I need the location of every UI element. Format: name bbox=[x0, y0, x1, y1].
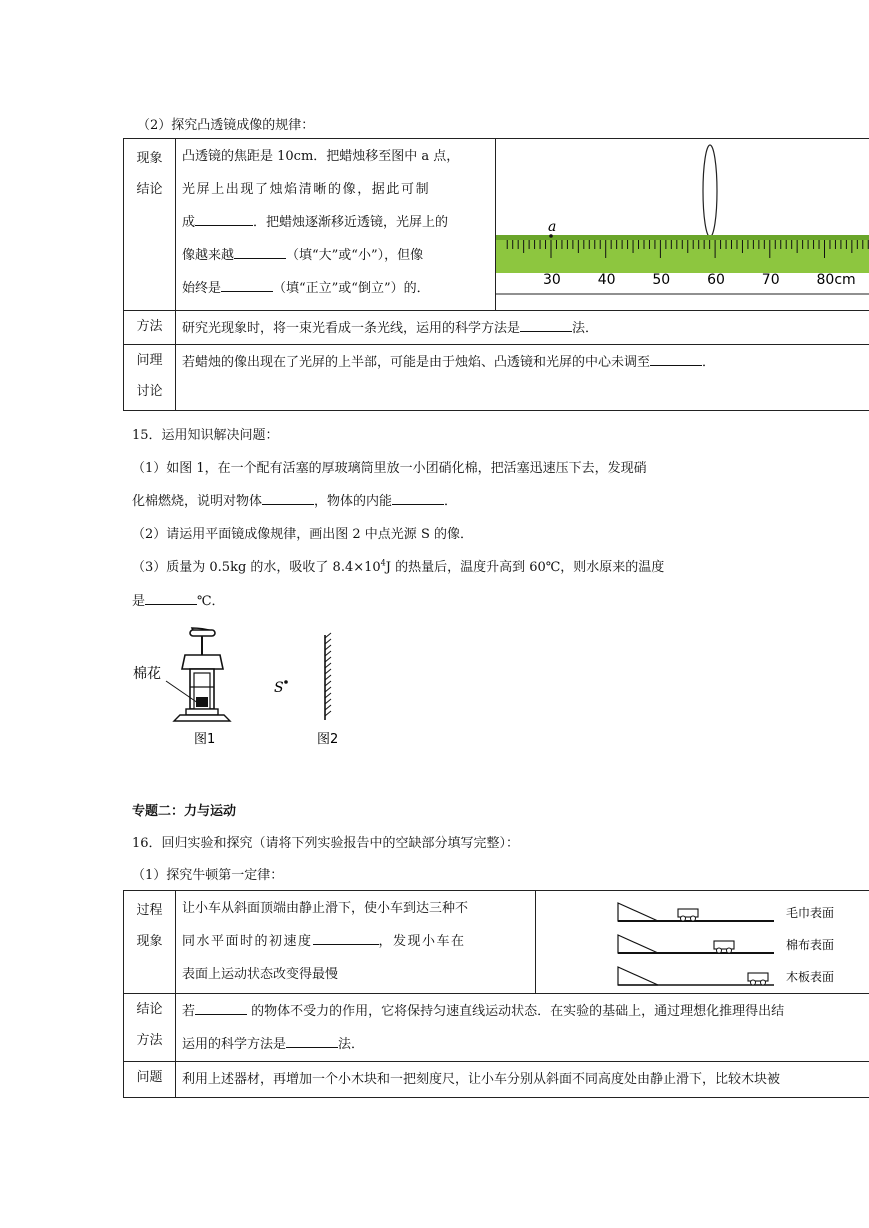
q16-title: 16．回归实验和探究（请将下列实验报告中的空缺部分填写完整）： bbox=[132, 836, 520, 851]
row-label-question: 问题 bbox=[124, 1062, 176, 1098]
cart-wheel-icon bbox=[751, 980, 756, 985]
plane-mirror-figure bbox=[265, 630, 355, 750]
row-label-conclusion: 结论 方法 bbox=[124, 994, 176, 1062]
cart-wheel-icon bbox=[691, 916, 696, 921]
cart-wheel-icon bbox=[717, 948, 722, 953]
lens-ruler-figure bbox=[496, 139, 869, 311]
method-cell: 研究光现象时，将一束光看成一条光线，运用的科学方法是 法． bbox=[176, 311, 869, 345]
q15-title: 15．运用知识解决问题： bbox=[132, 428, 279, 443]
surface-row bbox=[618, 903, 834, 921]
cotton-icon bbox=[196, 697, 208, 707]
mirror-hatch-line bbox=[325, 675, 331, 680]
mirror-hatch-line bbox=[325, 651, 331, 656]
cart-icon bbox=[678, 909, 698, 917]
ruler-tick-label: 60 bbox=[707, 272, 725, 288]
incline-icon bbox=[618, 935, 658, 953]
mirror-hatch-line bbox=[325, 639, 331, 644]
mirror-hatch-line bbox=[325, 645, 331, 650]
mirror-hatch-line bbox=[325, 705, 331, 710]
plunger-handle bbox=[190, 630, 215, 636]
answer-blank[interactable] bbox=[286, 1035, 338, 1048]
mirror-hatch-line bbox=[325, 663, 331, 668]
point-a-label: a bbox=[548, 219, 557, 235]
q15-p3-line1: （3）质量为 0.5kg 的水，吸收了 $8.4\times 10^4J$ 的热量后，温度升高到 60℃，则水原来的温度 bbox=[132, 558, 665, 575]
phenomenon-line-1: 凸透镜的焦距是 10cm．把蜡烛移至图中 a 点， bbox=[182, 149, 460, 164]
phenomenon-line-2: 光屏上出现了烛焰清晰的像，据此可制 bbox=[182, 182, 431, 197]
ruler-tick-label: 30 bbox=[543, 272, 561, 288]
ruler-labels bbox=[543, 272, 856, 288]
q15-p1-line1: （1）如图 1，在一个配有活塞的厚玻璃筒里放一小团硝化棉，把活塞迅速压下去，发现硝 bbox=[132, 461, 647, 476]
answer-blank[interactable] bbox=[195, 1002, 247, 1015]
discussion-cell: 若蜡烛的像出现在了光屏的上半部，可能是由于烛焰、凸透镜和光屏的中心未调至 ． bbox=[176, 345, 869, 411]
fig2-caption: 图2 bbox=[317, 732, 339, 747]
mirror-hatch-line bbox=[325, 669, 331, 674]
point-source-marker bbox=[284, 680, 288, 684]
q16-part1: （1）探究牛顿第一定律： bbox=[132, 868, 284, 883]
surface-label: 木板表面 bbox=[786, 970, 835, 984]
lens-report-table bbox=[123, 138, 869, 411]
ruler-tick-label: 40 bbox=[597, 272, 616, 288]
row-label-discussion: 问理 讨论 bbox=[124, 345, 176, 411]
surface-row bbox=[618, 967, 834, 985]
answer-blank[interactable] bbox=[313, 932, 379, 945]
row-label-method: 方法 bbox=[124, 311, 176, 345]
fig1-caption: 图1 bbox=[194, 732, 216, 747]
mirror-hatch-line bbox=[325, 699, 331, 704]
conclusion-cell: 若 的物体不受力的作用，它将保持匀速直线运动状态．在实验的基础上，通过理想化推理得出结 运用的科学方法是 法． bbox=[176, 994, 869, 1062]
question-cell: 利用上述器材，再增加一个小木块和一把刻度尺，让小车分别从斜面不同高度处由静止滑下，比较木块被 bbox=[176, 1062, 869, 1098]
process-text-cell: 让小车从斜面顶端由静止滑下，使小车到达三种不 同水平面时的初速度 ，发现小车在 表面上运动状态改变得最慢 bbox=[176, 891, 536, 994]
incline-icon bbox=[618, 967, 658, 985]
surface-row bbox=[618, 935, 834, 953]
answer-blank[interactable] bbox=[195, 213, 253, 226]
surfaces-figure-cell bbox=[536, 891, 869, 994]
answer-blank[interactable] bbox=[221, 279, 273, 292]
mirror-hatch-line bbox=[325, 711, 331, 716]
answer-blank[interactable] bbox=[234, 246, 286, 259]
phenomenon-text-cell bbox=[176, 139, 496, 311]
answer-blank[interactable] bbox=[145, 592, 197, 605]
convex-lens-icon bbox=[703, 145, 717, 237]
fire-syringe-figure bbox=[130, 625, 240, 750]
surface-label: 棉布表面 bbox=[786, 938, 835, 952]
cart-wheel-icon bbox=[761, 980, 766, 985]
answer-blank[interactable] bbox=[650, 353, 702, 366]
cart-wheel-icon bbox=[681, 916, 686, 921]
mirror-hatch-line bbox=[325, 693, 331, 698]
cart-icon bbox=[714, 941, 734, 949]
row-label-process: 过程 现象 bbox=[124, 891, 176, 994]
row-label-phenomenon: 现象 结论 bbox=[124, 139, 176, 311]
answer-blank[interactable] bbox=[392, 492, 444, 505]
cotton-label: 棉花 bbox=[133, 666, 161, 682]
q15-p3-line2: 是 ℃． bbox=[132, 594, 225, 609]
ruler-tick-label: 70 bbox=[761, 272, 780, 288]
ruler-tick-label: 50 bbox=[652, 272, 671, 288]
q15-p2: （2）请运用平面镜成像规律，画出图 2 中点光源 S 的像． bbox=[132, 527, 473, 542]
ruler-tick-label: 80cm bbox=[816, 272, 856, 288]
mirror-hatch-line bbox=[325, 687, 331, 692]
phenomenon-line-5: 始终是 （填“正立”或“倒立”）的． bbox=[182, 281, 430, 296]
answer-blank[interactable] bbox=[262, 492, 314, 505]
surface-label: 毛巾表面 bbox=[786, 906, 835, 920]
mirror-hatch-line bbox=[325, 681, 331, 686]
answer-blank[interactable] bbox=[520, 319, 572, 332]
newton-report-table bbox=[123, 890, 869, 1098]
point-source-label: S bbox=[274, 680, 284, 696]
q14-part2-heading: （2）探究凸透镜成像的规律： bbox=[137, 118, 315, 133]
phenomenon-line-3: 成 ．把蜡烛逐渐移近透镜，光屏上的 bbox=[182, 215, 449, 230]
incline-icon bbox=[618, 903, 658, 921]
mirror-hatch-line bbox=[325, 633, 331, 638]
incline-surfaces-figure bbox=[536, 891, 869, 994]
q15-p1-line2: 化棉燃烧，说明对物体 ，物体的内能 ． bbox=[132, 494, 458, 509]
lens-figure-cell bbox=[496, 139, 869, 311]
phenomenon-line-4: 像越来越 （填“大”或“小”），但像 bbox=[182, 248, 424, 263]
mirror-hatch-line bbox=[325, 657, 331, 662]
cart-wheel-icon bbox=[727, 948, 732, 953]
cart-icon bbox=[748, 973, 768, 981]
topic2-title: 专题二：力与运动 bbox=[132, 804, 237, 819]
